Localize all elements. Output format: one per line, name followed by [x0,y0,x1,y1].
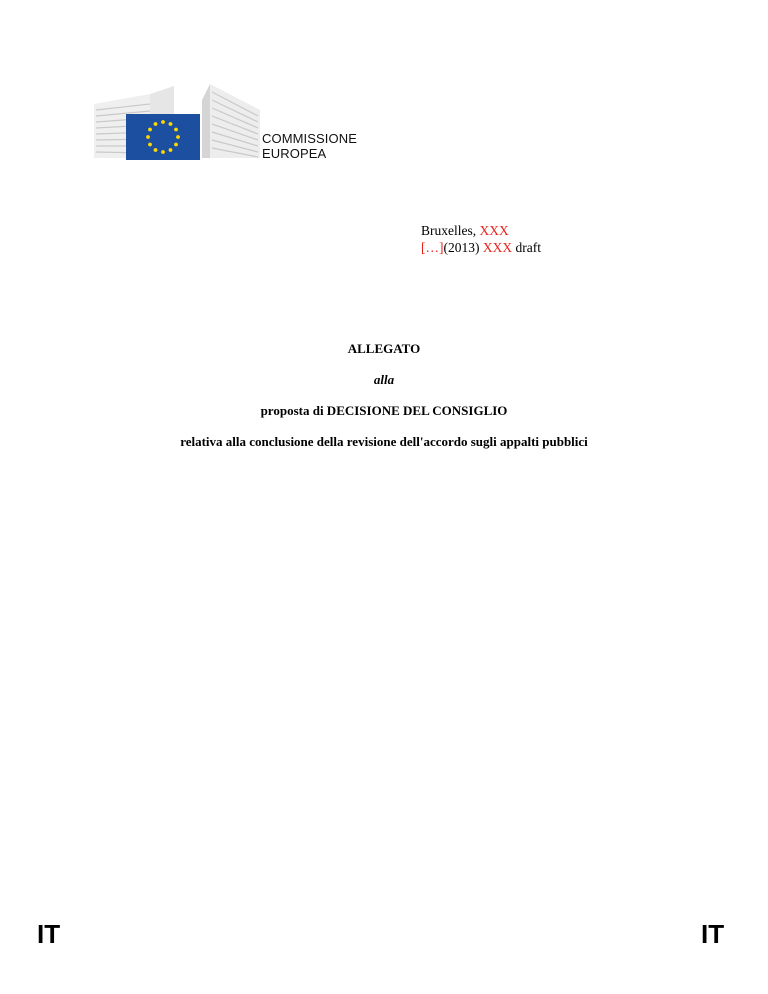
commission-logo [90,80,390,170]
reference-line-2 [421,239,541,256]
reference-city: Bruxelles, [421,223,480,238]
document-proposal: proposta di DECISIONE DEL CONSIGLIO [260,403,508,418]
reference-year: (2013) [443,240,483,255]
language-code-right: IT [701,919,725,949]
eu-commission-building-icon [90,80,260,162]
reference-suffix: draft [512,240,541,255]
logo-text [262,131,357,161]
reference-date: XXX [479,223,509,238]
logo-line-1: COMMISSIONE [262,131,357,146]
language-code-left: IT [37,919,61,949]
document-reference [421,222,541,256]
document-connector: alla [373,372,395,387]
logo-line-2: EUROPEA [262,146,327,161]
reference-number: XXX [482,240,513,255]
reference-line-1 [421,222,541,239]
document-heading: ALLEGATO [347,341,421,356]
document-subject: relativa alla conclusione della revisione dell'accordo sugli appalti pubblici [180,434,588,449]
reference-bracket: […] [421,240,444,255]
